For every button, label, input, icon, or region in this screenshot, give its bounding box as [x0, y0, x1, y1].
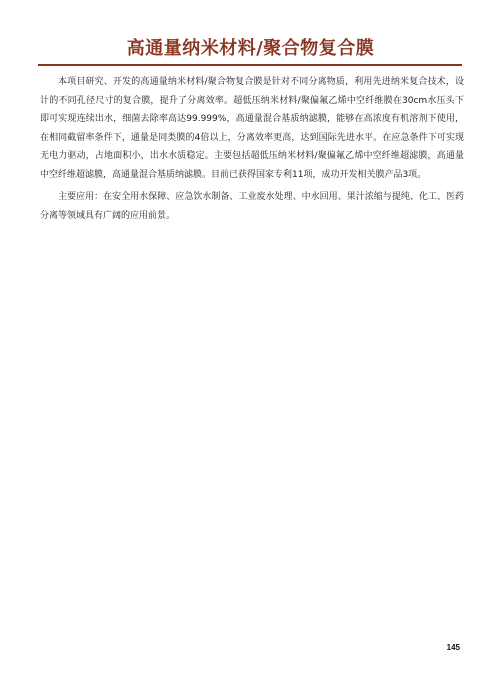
paragraph-description: 本项目研究、开发的高通量纳米材料/聚合物复合膜是针对不同分离物质，利用先进纳米复合技术，设计的不同孔径尺寸的复合膜，提升了分离效率。超低压纳米材料/聚偏氟乙烯中空纤维膜在30cm水压头下即可实现连续出水，细菌去除率高达99.999%，高通量混合基质纳滤膜，能够在高浓度有机溶剂下使用，在相同截留率条件下，通量是同类膜的4倍以上，分离效率更高，达到国际先进水平。在应急条件下可实现无电力驱动，占地面积小，出水水质稳定。主要包括超低压纳米材料/聚偏氟乙烯中空纤维超滤膜，高通量中空纤维超滤膜，高通量混合基质纳滤膜。目前已获得国家专利11项，成功开发相关膜产品3项。: [40, 77, 464, 180]
title-divider: [38, 64, 462, 66]
page-number: 145: [446, 643, 460, 652]
paragraph-applications: 主要应用：在安全用水保障、应急饮水制备、工业废水处理、中水回用、果汁浓缩与提纯、化工、医药分离等领域具有广阔的应用前景。: [40, 192, 464, 221]
body-text: [40, 73, 464, 229]
page-title: 高通量纳米材料/聚合物复合膜: [126, 38, 375, 59]
